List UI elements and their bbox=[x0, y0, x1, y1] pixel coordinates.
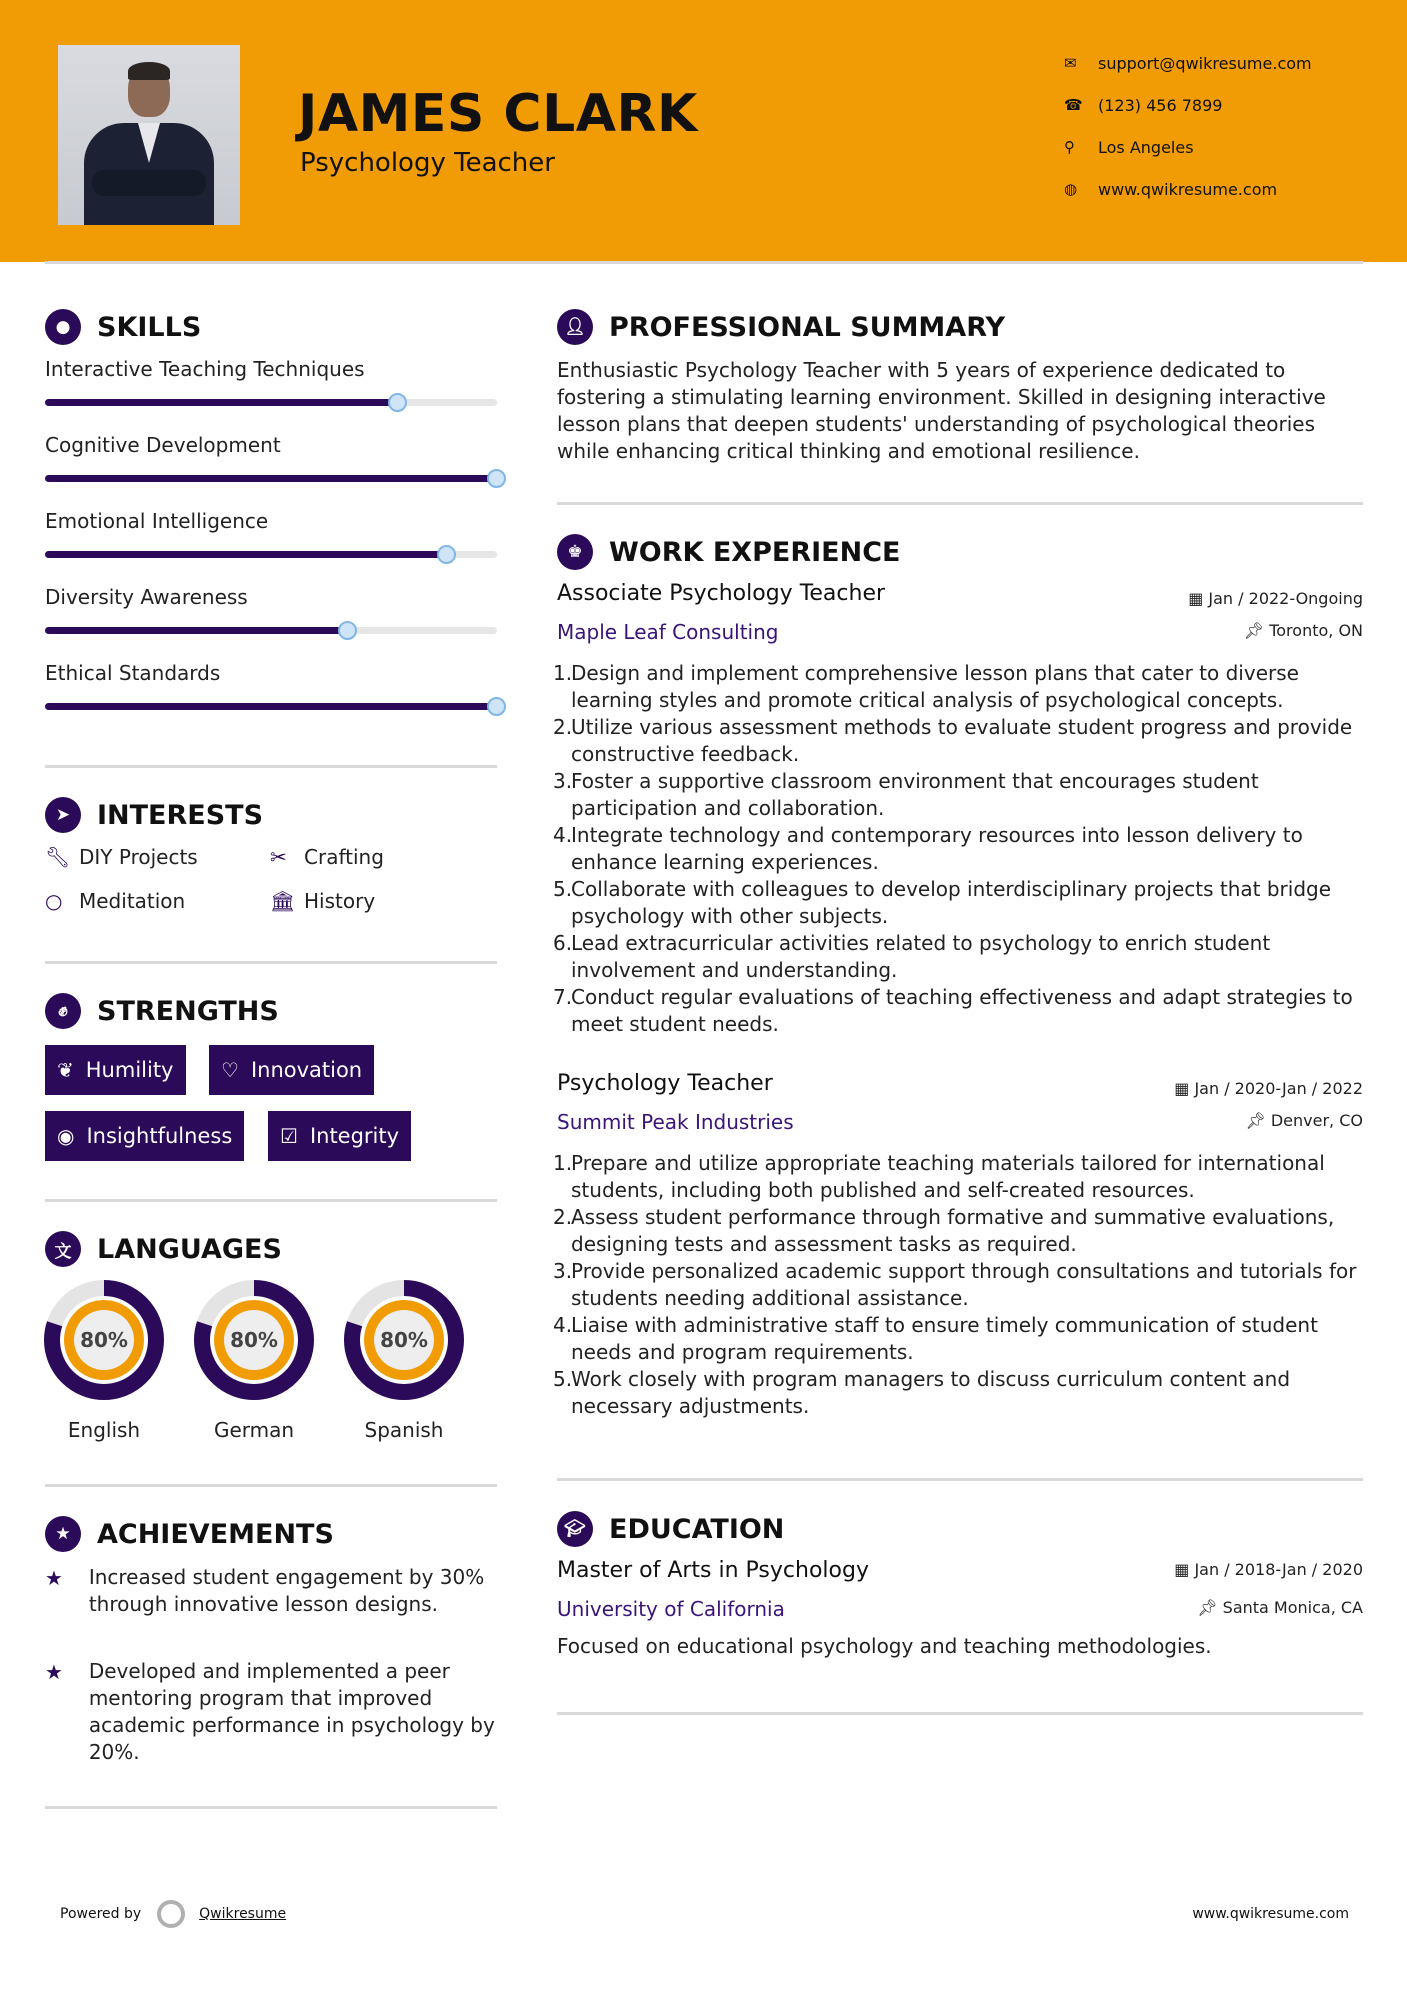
calendar-icon: ▦ bbox=[1188, 589, 1209, 608]
footer-url[interactable]: www.qwikresume.com bbox=[1192, 1906, 1349, 1922]
job-title: Associate Psychology Teacher bbox=[557, 581, 886, 606]
school-name: University of California bbox=[557, 1597, 785, 1621]
interest-item: 🏛︎ History bbox=[270, 889, 376, 913]
chair-icon: ♚ bbox=[557, 534, 593, 570]
paper-plane-icon: ➤ bbox=[45, 797, 81, 833]
job-duty-item: 3. Provide personalized academic support through consultations and tutorials for students needing additional assistance. bbox=[553, 1259, 1357, 1310]
skill-item bbox=[45, 357, 497, 381]
wrench-icon: 🔧︎ bbox=[45, 845, 71, 869]
strength-badge: ◉ Insightfulness bbox=[45, 1111, 244, 1161]
candidate-role: Psychology Teacher bbox=[300, 148, 555, 178]
language-item bbox=[192, 1278, 316, 1442]
bank-icon: 🏛︎ bbox=[270, 889, 296, 913]
strength-badge: ☑ Integrity bbox=[268, 1111, 411, 1161]
phone-icon: ☎ bbox=[1064, 96, 1083, 114]
check-square-icon: ☑ bbox=[280, 1124, 298, 1148]
qwikresume-logo-icon bbox=[157, 1900, 185, 1928]
job-duty-item: 4. Integrate technology and contemporary resources into lesson delivery to enhance learning experiences. bbox=[553, 823, 1303, 874]
skill-item bbox=[45, 661, 497, 685]
contact-phone[interactable]: ☎ (123) 456 7899 bbox=[1064, 95, 1223, 115]
envelope-icon: ✉ bbox=[1064, 54, 1077, 72]
skill-bar bbox=[45, 627, 497, 634]
achievements-divider bbox=[45, 1806, 497, 1809]
education-description: Focused on educational psychology and teaching methodologies. bbox=[557, 1634, 1212, 1658]
skill-label: Ethical Standards bbox=[45, 661, 221, 685]
contact-location: ⚲ Los Angeles bbox=[1064, 137, 1194, 157]
map-pin-icon: ⚲ bbox=[1064, 138, 1075, 156]
skill-item bbox=[45, 433, 497, 457]
education-date: ▦ Jan / 2018-Jan / 2020 bbox=[1174, 1560, 1363, 1579]
job-duty-item: 1. Prepare and utilize appropriate teaching materials tailored for international students, including both published and self-created resources. bbox=[553, 1151, 1325, 1202]
job-location: 📌︎ Toronto, ON bbox=[1243, 621, 1363, 640]
skill-bar bbox=[45, 399, 497, 406]
job-duty-item: 4. Liaise with administrative staff to ensure timely communication of student needs and program requirements. bbox=[553, 1313, 1318, 1364]
profile-photo bbox=[58, 45, 240, 225]
language-name: English bbox=[67, 1418, 141, 1442]
job-duty-item: 6. Lead extracurricular activities related to psychology to enrich student involvement and understanding. bbox=[553, 931, 1271, 982]
strength-badge: ❦ Humility bbox=[45, 1045, 186, 1095]
languages-divider bbox=[45, 1484, 497, 1487]
star-icon: ★ bbox=[45, 1516, 81, 1552]
skills-divider bbox=[45, 765, 497, 768]
interest-item: 🔧︎ DIY Projects bbox=[45, 845, 198, 869]
job-duty-item: 5. Collaborate with colleagues to develop interdisciplinary projects that bridge psychology with other subjects. bbox=[553, 877, 1332, 928]
interests-heading: ➤ INTERESTS bbox=[45, 797, 263, 833]
skills-heading: ● SKILLS bbox=[45, 309, 201, 345]
star-icon: ★ bbox=[45, 1660, 63, 1684]
achievements-heading: ★ ACHIEVEMENTS bbox=[45, 1516, 334, 1552]
circle-icon: ○ bbox=[45, 889, 63, 913]
skill-item bbox=[45, 585, 497, 609]
language-item bbox=[42, 1278, 166, 1442]
skill-bar-knob bbox=[487, 697, 506, 716]
skill-bar bbox=[45, 551, 497, 558]
summary-divider bbox=[557, 502, 1363, 505]
resume-header bbox=[0, 0, 1407, 262]
skill-label: Cognitive Development bbox=[45, 433, 281, 457]
interests-divider bbox=[45, 961, 497, 964]
job-date: ▦ Jan / 2022-Ongoing bbox=[1188, 589, 1363, 608]
job-company: Summit Peak Industries bbox=[557, 1110, 794, 1134]
skill-label: Diversity Awareness bbox=[45, 585, 248, 609]
language-ring bbox=[192, 1278, 316, 1402]
footer-brand: Powered by Qwikresume bbox=[60, 1900, 286, 1928]
footer-brand-link[interactable]: Qwikresume bbox=[199, 1906, 287, 1922]
experience-divider bbox=[557, 1478, 1363, 1481]
education-location: 📌︎ Santa Monica, CA bbox=[1197, 1598, 1363, 1617]
skill-bar-knob bbox=[338, 621, 357, 640]
eye-icon: ◉ bbox=[57, 1124, 75, 1148]
skill-bar-knob bbox=[437, 545, 456, 564]
job-duty-item: 2. Utilize various assessment methods to evaluate student progress and provide constructive feedback. bbox=[553, 715, 1353, 766]
summary-heading: 👤︎ PROFESSIONAL SUMMARY bbox=[557, 309, 1005, 345]
header-divider bbox=[45, 261, 1363, 264]
lightbulb-icon: ● bbox=[45, 309, 81, 345]
languages-heading: 文 LANGUAGES bbox=[45, 1231, 282, 1267]
interest-item: ✂ Crafting bbox=[270, 845, 384, 869]
job-duty-item: 7. Conduct regular evaluations of teaching effectiveness and adapt strategies to meet student needs. bbox=[553, 985, 1353, 1036]
achievement-item: ★ Developed and implemented a peer mentoring program that improved academic performance in psychology by 20%. bbox=[45, 1659, 495, 1764]
star-icon: ★ bbox=[45, 1566, 63, 1590]
summary-text: Enthusiastic Psychology Teacher with 5 years of experience dedicated to fostering a stimulating learning environment. Skilled in designing interactive lesson plans that deepen students' understanding of psychological theories while enhancing critical thinking and emotional resilience. bbox=[557, 358, 1326, 463]
job-duties-list bbox=[553, 1150, 1363, 1420]
job-location: 📌︎ Denver, CO bbox=[1245, 1111, 1363, 1130]
job-duty-item: 1. Design and implement comprehensive lesson plans that cater to diverse learning styles and promote critical analysis of psychological concepts. bbox=[553, 661, 1299, 712]
candidate-name: JAMES CLARK bbox=[298, 84, 698, 144]
language-percent: 80% bbox=[80, 1328, 128, 1352]
language-percent: 80% bbox=[230, 1328, 278, 1352]
pushpin-icon: 📌︎ bbox=[1243, 621, 1270, 640]
strengths-heading: ✊︎ STRENGTHS bbox=[45, 993, 279, 1029]
scissors-icon: ✂ bbox=[270, 845, 287, 869]
job-duty-item: 2. Assess student performance through formative and summative evaluations, designing tests and assessment tasks as required. bbox=[553, 1205, 1335, 1256]
skill-label: Interactive Teaching Techniques bbox=[45, 357, 365, 381]
language-percent: 80% bbox=[380, 1328, 428, 1352]
strengths-divider bbox=[45, 1199, 497, 1202]
skill-bar-fill bbox=[45, 551, 447, 558]
strength-badge: ♡ Innovation bbox=[209, 1045, 374, 1095]
job-date: ▦ Jan / 2020-Jan / 2022 bbox=[1174, 1079, 1363, 1098]
calendar-icon: ▦ bbox=[1174, 1560, 1195, 1579]
calendar-icon: ▦ bbox=[1174, 1079, 1195, 1098]
job-duty-item: 3. Foster a supportive classroom environment that encourages student participation and collaboration. bbox=[553, 769, 1259, 820]
job-duty-item: 5. Work closely with program managers to discuss curriculum content and necessary adjustments. bbox=[553, 1367, 1291, 1418]
contact-email[interactable]: ✉ support@qwikresume.com bbox=[1064, 53, 1312, 73]
skill-bar-fill bbox=[45, 703, 497, 710]
skill-bar-fill bbox=[45, 475, 497, 482]
skill-bar bbox=[45, 703, 497, 710]
degree-title: Master of Arts in Psychology bbox=[557, 1558, 869, 1583]
education-divider bbox=[557, 1712, 1363, 1715]
skill-bar-knob bbox=[487, 469, 506, 488]
education-heading: 🎓︎ EDUCATION bbox=[557, 1511, 784, 1547]
skill-bar bbox=[45, 475, 497, 482]
globe-icon: ◍ bbox=[1064, 180, 1078, 198]
language-name: German bbox=[213, 1418, 295, 1442]
lightbulb-icon: ♡ bbox=[221, 1058, 239, 1082]
skill-item bbox=[45, 509, 497, 533]
skill-bar-fill bbox=[45, 399, 398, 406]
user-icon: 👤︎ bbox=[557, 309, 593, 345]
pushpin-icon: 📌︎ bbox=[1197, 1598, 1223, 1617]
language-item bbox=[342, 1278, 466, 1442]
graduate-icon: 🎓︎ bbox=[557, 1511, 593, 1547]
achievement-item: ★ Increased student engagement by 30% through innovative lesson designs. bbox=[45, 1565, 485, 1616]
contact-list bbox=[1064, 42, 1312, 210]
experience-heading: ♚ WORK EXPERIENCE bbox=[557, 534, 900, 570]
skill-label: Emotional Intelligence bbox=[45, 509, 269, 533]
language-ring bbox=[42, 1278, 166, 1402]
leaf-icon: ❦ bbox=[57, 1058, 74, 1082]
job-duties-list bbox=[553, 660, 1363, 1038]
language-icon: 文 bbox=[45, 1231, 81, 1267]
language-ring bbox=[342, 1278, 466, 1402]
pushpin-icon: 📌︎ bbox=[1245, 1111, 1271, 1130]
job-company: Maple Leaf Consulting bbox=[557, 620, 779, 644]
job-title: Psychology Teacher bbox=[557, 1071, 773, 1096]
interest-item: ○ Meditation bbox=[45, 889, 186, 913]
contact-website[interactable]: ◍ www.qwikresume.com bbox=[1064, 179, 1278, 199]
language-name: Spanish bbox=[364, 1418, 444, 1442]
skill-bar-fill bbox=[45, 627, 348, 634]
skill-bar-knob bbox=[388, 393, 407, 412]
fist-icon: ✊︎ bbox=[45, 993, 81, 1029]
